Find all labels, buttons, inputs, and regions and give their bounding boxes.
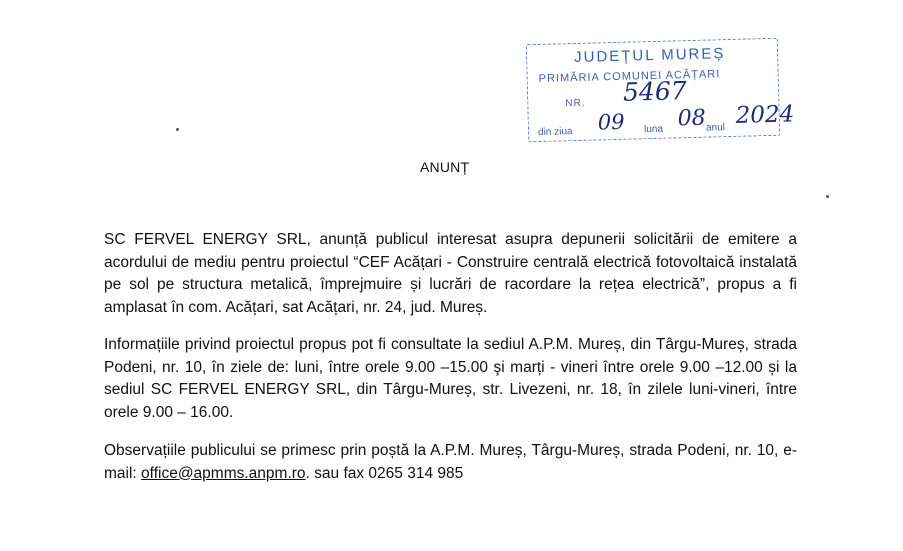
stamp-date-prefix: din ziua <box>537 126 573 139</box>
observations-text: Observațiile publicului se primesc prin poștă la A.P.M. Mureș, Târgu-Mureș, strada Podeni, nr. 10, e-mail: <box>104 442 797 482</box>
handwritten-day: 09 <box>597 109 625 135</box>
handwritten-month: 08 <box>677 105 707 132</box>
scan-speck <box>826 195 829 198</box>
paragraph-consultation: Informațiile privind proiectul propus pot fi consultate la sediul A.P.M. Mureș, din Târgu-Mureș, strada Podeni, nr. 10, în ziele de: luni, între orele 9.00 –15.00 şi marți - vineri între orele 9.00 –12.00 și la sediul SC FERVEL ENERGY SRL, din Târgu-Mureș, str. Livezeni, nr. 18, în zilele luni-vineri, între orele 9.00 – 16.00. <box>104 336 797 421</box>
handwritten-year: 2024 <box>735 101 795 129</box>
scan-speck <box>176 128 179 131</box>
stamp-nr-label: NR. <box>565 97 586 110</box>
email-link[interactable]: office@apmms.anpm.ro <box>141 464 306 482</box>
document-title: ANUNȚ <box>420 159 470 175</box>
paragraph-observations <box>104 440 797 485</box>
stamp-month-label: luna <box>643 123 664 136</box>
stamp-county: JUDEȚUL MUREȘ <box>573 45 726 67</box>
stamp-city-hall: PRIMĂRIA COMUNEI ACĂȚARI <box>538 68 721 85</box>
handwritten-registration-number: 5467 <box>622 76 688 107</box>
observations-text-end: . sau fax 0265 314 985 <box>305 464 464 482</box>
paragraph-announcement: SC FERVEL ENERGY SRL, anunță publicul interesat asupra depunerii solicitării de emitere a acordului de mediu pentru proiectul “CEF Acățari - Construire centrală electrică fotovoltaică instalată pe sol pe structura metalică, împrejmuire și lucrări de racordare la rețea electrică”, propus a fi amplasat în com. Acățari, sat Acățari, nr. 24, jud. Mureș. <box>104 231 797 316</box>
stamp-year-label: anul <box>705 122 726 134</box>
registration-stamp <box>526 38 795 143</box>
